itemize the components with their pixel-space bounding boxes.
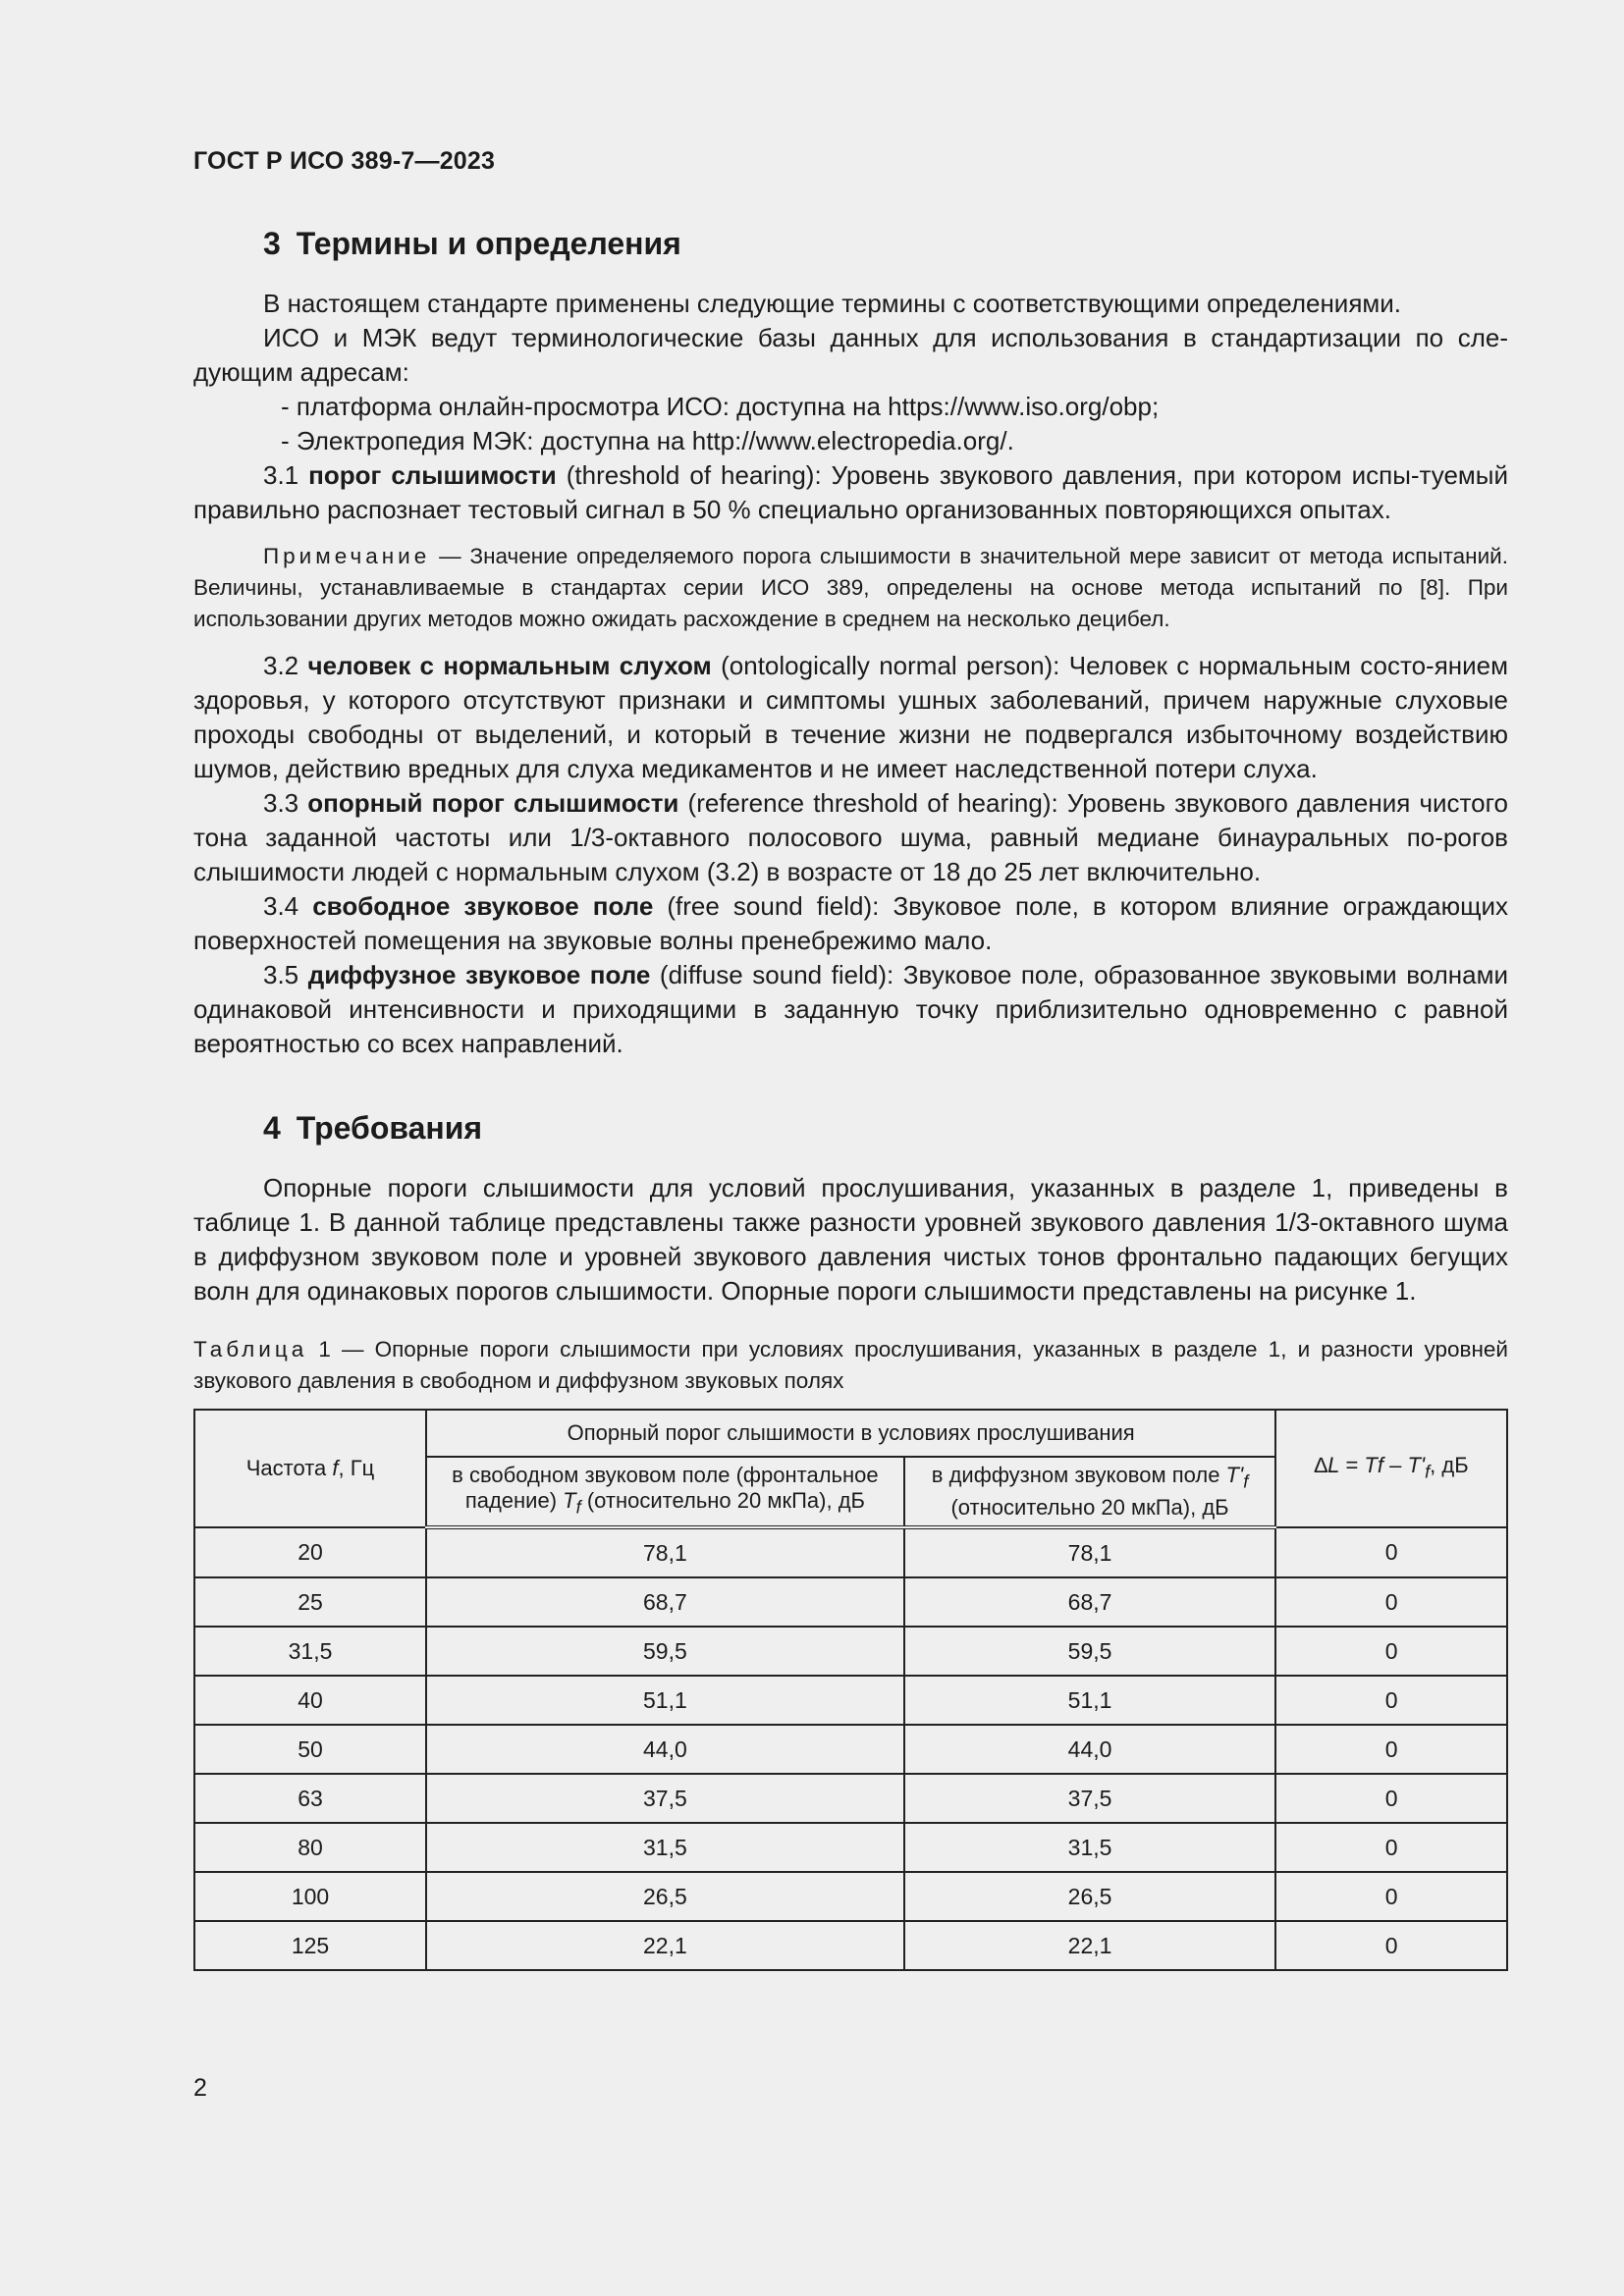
list-item-iso-obp: - платформа онлайн-просмотра ИСО: доступна на https://www.iso.org/obp; [281,392,1160,421]
term-3-5-number: 3.5 [263,960,308,989]
term-3-5-term: диффузное звуковое поле [307,960,651,989]
cell-free-field: 51,1 [426,1676,904,1725]
cell-frequency: 20 [194,1527,426,1577]
list-item-electropedia: - Электропедия МЭК: доступна на http://www.electropedia.org/. [281,426,1014,455]
cell-delta-l: 0 [1275,1823,1507,1872]
term-3-1-number: 3.1 [263,460,309,490]
cell-free-field: 22,1 [426,1921,904,1970]
cell-diffuse-field: 51,1 [904,1676,1276,1725]
section-3-title: Термины и определения [296,226,681,261]
cell-free-field: 44,0 [426,1725,904,1774]
note-label: Примечание [263,544,431,568]
terminology-databases-text: ИСО и МЭК ведут терминологические базы данных для использования в стандартизации по сле-дующим адресам: [193,323,1508,387]
header-group-threshold: Опорный порог слышимости в условиях прослушивания [426,1410,1275,1457]
cell-frequency: 100 [194,1872,426,1921]
cell-delta-l: 0 [1275,1627,1507,1676]
term-3-4-number: 3.4 [263,891,313,921]
hearing-threshold-table [193,1409,1508,1971]
cell-frequency: 63 [194,1774,426,1823]
page-number: 2 [193,2074,207,2102]
section-3-heading [193,218,1508,269]
cell-diffuse-field: 59,5 [904,1627,1276,1676]
term-3-2-number: 3.2 [263,651,308,680]
term-3-2-definition: (ontologically normal person): Человек с нормальным состо-янием здоровья, у которого отсутствуют признаки и симптомы ушных заболеваний, причем наружные слуховые проходы свободны от выделений, и который в течение жизни не подвергался избыточному воздействию шумов, действию вредных для слуха медикаментов и не имеет наследственной потери слуха. [193,651,1508,783]
term-3-3-number: 3.3 [263,788,308,818]
term-3-4 [193,889,1508,958]
cell-frequency: 31,5 [194,1627,426,1676]
cell-delta-l: 0 [1275,1774,1507,1823]
cell-diffuse-field: 68,7 [904,1577,1276,1627]
term-3-2 [193,649,1508,786]
page-content [193,218,1508,1971]
header-diffuse-field: в диффузном звуковом поле $T'_f$ (относительно 20 мкПа), дБ [904,1457,1276,1527]
table-row [194,1872,1507,1921]
cell-frequency: 25 [194,1577,426,1627]
table-row [194,1774,1507,1823]
section-3-intro: В настоящем стандарте применены следующие термины с соответствующими определениями. [263,289,1402,318]
section-4-paragraph: Опорные пороги слышимости для условий прослушивания, указанных в разделе 1, приведены в таблице 1. В данной таблице представлены также разности уровней звукового давления 1/3-октавного шума в диффузном звуковом поле и уровней звукового давления чистых тонов фронтально падающих бегущих волн для одинаковых порогов слышимости. Опорные пороги слышимости представлены на рисунке 1. [193,1173,1508,1306]
table-row [194,1725,1507,1774]
cell-diffuse-field: 78,1 [904,1527,1276,1577]
table-row [194,1921,1507,1970]
cell-free-field: 68,7 [426,1577,904,1627]
table-body [194,1527,1507,1970]
cell-free-field: 26,5 [426,1872,904,1921]
cell-diffuse-field: 31,5 [904,1823,1276,1872]
term-3-2-term: человек с нормальным слухом [307,651,712,680]
cell-delta-l: 0 [1275,1921,1507,1970]
cell-delta-l: 0 [1275,1872,1507,1921]
cell-diffuse-field: 22,1 [904,1921,1276,1970]
cell-delta-l: 0 [1275,1676,1507,1725]
section-4-heading [193,1102,1508,1153]
cell-delta-l: 0 [1275,1577,1507,1627]
header-delta-l: $\Delta L = Tf - T'_f$, дБ [1275,1410,1507,1527]
cell-free-field: 78,1 [426,1527,904,1577]
note-text: — Значение определяемого порога слышимости в значительной мере зависит от метода испытаний. Величины, устанавливаемые в стандартах серии ИСО 389, определены на основе метода испытаний по [8]. При использовании других методов можно ожидать расхождение в среднем на несколько децибел. [193,544,1508,631]
table-row [194,1527,1507,1577]
term-3-4-term: свободное звуковое поле [312,891,654,921]
table-caption [193,1334,1508,1397]
term-3-5 [193,958,1508,1061]
document-code-header: ГОСТ Р ИСО 389-7—2023 [193,147,496,175]
cell-frequency: 125 [194,1921,426,1970]
header-frequency: Частота f, Гц [194,1410,426,1527]
cell-free-field: 37,5 [426,1774,904,1823]
table-row [194,1676,1507,1725]
cell-frequency: 50 [194,1725,426,1774]
table-row [194,1577,1507,1627]
table-caption-label: Таблица [193,1337,308,1362]
section-4-number: 4 [263,1110,281,1146]
cell-frequency: 80 [194,1823,426,1872]
term-3-3 [193,786,1508,889]
term-3-1-definition: (threshold of hearing): Уровень звукового давления, при котором испы-туемый правильно распознает тестовый сигнал в 50 % специально организованных повторяющихся опытах. [193,460,1508,524]
cell-diffuse-field: 26,5 [904,1872,1276,1921]
term-3-3-definition: (reference threshold of hearing): Уровень звукового давления чистого тона заданной частоты или 1/3-октавного полосового шума, равный медиане бинауральных по-рогов слышимости людей с нормальным слухом (3.2) в возрасте от 18 до 25 лет включительно. [193,788,1509,886]
cell-free-field: 59,5 [426,1627,904,1676]
table-row [194,1823,1507,1872]
header-free-field: в свободном звуковом поле (фронтальное падение) $T_f$ (относительно 20 мкПа), дБ [426,1457,904,1527]
term-3-1 [193,458,1508,527]
note-block [193,541,1508,635]
cell-free-field: 31,5 [426,1823,904,1872]
section-3-number: 3 [263,226,281,261]
term-3-4-definition: (free sound field): Звуковое поле, в котором влияние ограждающих поверхностей помещения на звуковые волны пренебрежимо мало. [193,891,1508,955]
cell-frequency: 40 [194,1676,426,1725]
cell-delta-l: 0 [1275,1725,1507,1774]
table-row [194,1627,1507,1676]
cell-diffuse-field: 37,5 [904,1774,1276,1823]
cell-delta-l: 0 [1275,1527,1507,1577]
table-caption-text: 1 — Опорные пороги слышимости при условиях прослушивания, указанных в разделе 1, и разности уровней звукового давления в свободном и диффузном звуковых полях [193,1337,1508,1393]
term-3-1-term: порог слышимости [308,460,557,490]
cell-diffuse-field: 44,0 [904,1725,1276,1774]
term-3-3-term: опорный порог слышимости [307,788,679,818]
section-4-title: Требования [296,1110,483,1146]
term-3-5-definition: (diffuse sound field): Звуковое поле, образованное звуковыми волнами одинаковой интенсивности и приходящими в заданную точку приблизительно одновременно с равной вероятностью со всех направлений. [193,960,1508,1058]
